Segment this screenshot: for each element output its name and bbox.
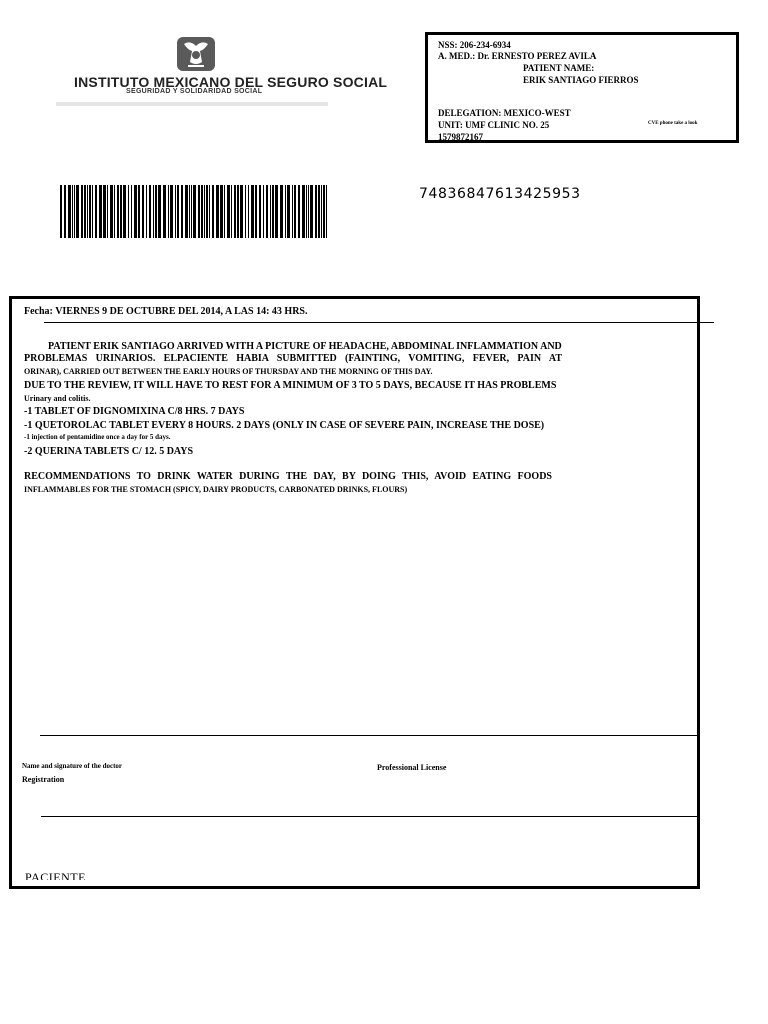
barcode-bar xyxy=(224,185,225,238)
barcode-bar xyxy=(266,185,268,238)
barcode-bar xyxy=(120,185,122,238)
doctor-signature-label: Name and signature of the doctor xyxy=(22,762,123,770)
patient-name-value: ERIK SANTIAGO FIERROS xyxy=(523,75,639,85)
cve-note: CVE phone take a look xyxy=(648,121,698,126)
medical-note-box xyxy=(9,296,700,889)
barcode-bar xyxy=(240,185,243,238)
barcode-bar xyxy=(193,185,196,238)
barcode-bar xyxy=(134,185,137,238)
barcode-bar xyxy=(103,185,106,238)
barcode-bar xyxy=(259,185,261,238)
barcode-bar xyxy=(87,185,88,238)
barcode-bar xyxy=(170,185,173,238)
nss-field: NSS: 206-234-6934 xyxy=(438,40,511,50)
barcode-bar xyxy=(92,185,93,238)
barcode-bar xyxy=(263,185,264,238)
barcode-bar xyxy=(191,185,192,238)
barcode-bar xyxy=(185,185,188,238)
barcode-bar xyxy=(204,185,205,238)
barcode-bar xyxy=(308,185,309,238)
patient-section-line xyxy=(41,816,700,817)
barcode-bar xyxy=(231,185,232,238)
note-paragraph-line-3: ORINAR), CARRIED OUT BETWEEN THE EARLY HOURS OF THURSDAY AND THE MORNING OF THIS DAY. xyxy=(24,367,433,376)
barcode-bar xyxy=(255,185,257,238)
barcode-bar xyxy=(68,185,71,238)
barcode-bar xyxy=(209,185,210,238)
registration-label: Registration xyxy=(22,775,65,784)
barcode-bar xyxy=(60,185,62,238)
review-line-2: Urinary and colitis. xyxy=(24,394,91,403)
note-paragraph-line-2-wrap xyxy=(24,353,562,364)
barcode-bar xyxy=(227,185,230,238)
patient-header-box xyxy=(425,32,739,143)
recommendation-line-2: INFLAMMABLES FOR THE STOMACH (SPICY, DAIRY PRODUCTS, CARBONATED DRINKS, FLOURS) xyxy=(24,485,408,494)
barcode-bar xyxy=(107,185,108,238)
barcode-bar xyxy=(251,185,254,238)
barcode-bar xyxy=(131,185,132,238)
barcode-bar xyxy=(326,185,327,238)
barcode-bar xyxy=(153,185,154,238)
barcode-bar xyxy=(114,185,115,238)
note-paragraph-line-1: PATIENT ERIK SANTIAGO ARRIVED WITH A PICTURE OF HEADACHE, ABDOMINAL INFLAMMATION AND xyxy=(48,341,562,352)
barcode-bar xyxy=(280,185,283,238)
barcode-bar xyxy=(123,185,126,238)
date-underline xyxy=(44,322,714,323)
prescription-4: -2 QUERINA TABLETS C/ 12. 5 DAYS xyxy=(24,446,194,457)
barcode-bar xyxy=(306,185,307,238)
barcode-bar xyxy=(149,185,151,238)
barcode-bar xyxy=(315,185,317,238)
signature-line xyxy=(40,735,700,736)
barcode-bar xyxy=(287,185,290,238)
barcode-bar xyxy=(128,185,129,238)
institution-logo xyxy=(56,36,388,108)
prescription-2: -1 QUETOROLAC TABLET EVERY 8 HOURS. 2 DAYS (ONLY IN CASE OF SEVERE PAIN, INCREASE THE DOSE) xyxy=(24,420,545,431)
patient-name-label: PATIENT NAME: xyxy=(523,63,595,73)
note-date: Fecha: VIERNES 9 DE OCTUBRE DEL 2014, A LAS 14: 43 HRS. xyxy=(24,306,308,317)
barcode-bar xyxy=(177,185,179,238)
barcode-bar xyxy=(201,185,203,238)
barcode-bar xyxy=(212,185,214,238)
barcode-bar xyxy=(275,185,278,238)
barcode-bar xyxy=(76,185,79,238)
doctor-field: A. MED.: Dr. ERNESTO PEREZ AVILA xyxy=(438,51,597,61)
barcode-bar xyxy=(110,185,113,238)
recommendation-line-1-wrap xyxy=(24,471,552,482)
barcode-bar xyxy=(74,185,75,238)
barcode-bar xyxy=(81,185,83,238)
prescription-1: -1 TABLET OF DIGNOMIXINA C/8 HRS. 7 DAYS xyxy=(24,406,245,417)
barcode-bar xyxy=(206,185,208,238)
barcode-bar xyxy=(95,185,97,238)
barcode-bar xyxy=(272,185,274,238)
barcode-bar xyxy=(181,185,183,238)
record-number: 1579872167 xyxy=(438,132,483,142)
barcode-bar xyxy=(234,185,236,238)
barcode-bar xyxy=(155,185,157,238)
review-line: DUE TO THE REVIEW, IT WILL HAVE TO REST FOR A MINIMUM OF 3 TO 5 DAYS, BECAUSE IT HAS PROBLEMS xyxy=(24,380,557,391)
note-paragraph-line-2: PROBLEMAS URINARIOS. ELPACIENTE HABIA SUBMITTED (FAINTING, VOMITING, FEVER, PAIN AT xyxy=(24,353,562,364)
barcode-bar xyxy=(285,185,286,238)
barcode-bar xyxy=(220,185,223,238)
unit-field: UNIT: UMF CLINIC NO. 25 xyxy=(438,120,550,130)
barcode-bar xyxy=(321,185,322,238)
barcode-number: 74836847613425953 xyxy=(419,186,581,202)
barcode-bar xyxy=(237,185,239,238)
barcode-bar xyxy=(292,185,293,238)
barcode-bar xyxy=(216,185,219,238)
barcode-bar xyxy=(248,185,249,238)
barcode-bar xyxy=(302,185,305,238)
delegation-field: DELEGATION: MEXICO-WEST xyxy=(438,108,571,118)
barcode-bar xyxy=(163,185,166,238)
barcode-bar xyxy=(142,185,144,238)
imss-eagle-emblem-icon xyxy=(176,36,216,72)
barcode-bar xyxy=(72,185,73,238)
institution-name: INSTITUTO MEXICANO DEL SEGURO SOCIAL xyxy=(74,74,388,90)
barcode-bar xyxy=(318,185,320,238)
barcode-bar xyxy=(310,185,313,238)
recommendation-line-1: RECOMMENDATIONS TO DRINK WATER DURING THE DAY, BY DOING THIS, AVOID EATING FOODS xyxy=(24,471,552,482)
barcode-bar xyxy=(158,185,161,238)
patient-section-label: PACIENTE xyxy=(25,870,86,880)
barcode-bar xyxy=(245,185,246,238)
barcode-bar xyxy=(294,185,296,238)
professional-license-label: Professional License xyxy=(377,763,447,772)
barcode-bar xyxy=(198,185,200,238)
barcode-bar xyxy=(298,185,300,238)
barcode-bar xyxy=(323,185,325,238)
barcode-bar xyxy=(175,185,176,238)
prescription-3: -1 injection of pentamidine once a day for 5 days. xyxy=(24,433,171,441)
barcode-bar xyxy=(138,185,140,238)
barcode-bar xyxy=(99,185,102,238)
barcode-bar xyxy=(84,185,86,238)
barcode-bars xyxy=(60,185,330,238)
institution-tagline: SEGURIDAD Y SOLIDARIDAD SOCIAL xyxy=(126,88,263,95)
barcode-bar xyxy=(189,185,190,238)
barcode-bar xyxy=(168,185,169,238)
barcode-bar xyxy=(270,185,271,238)
barcode-bar xyxy=(89,185,91,238)
barcode-bar xyxy=(117,185,119,238)
barcode-bar xyxy=(64,185,66,238)
barcode-bar xyxy=(146,185,147,238)
barcode xyxy=(60,185,330,238)
logo-divider xyxy=(56,102,328,106)
